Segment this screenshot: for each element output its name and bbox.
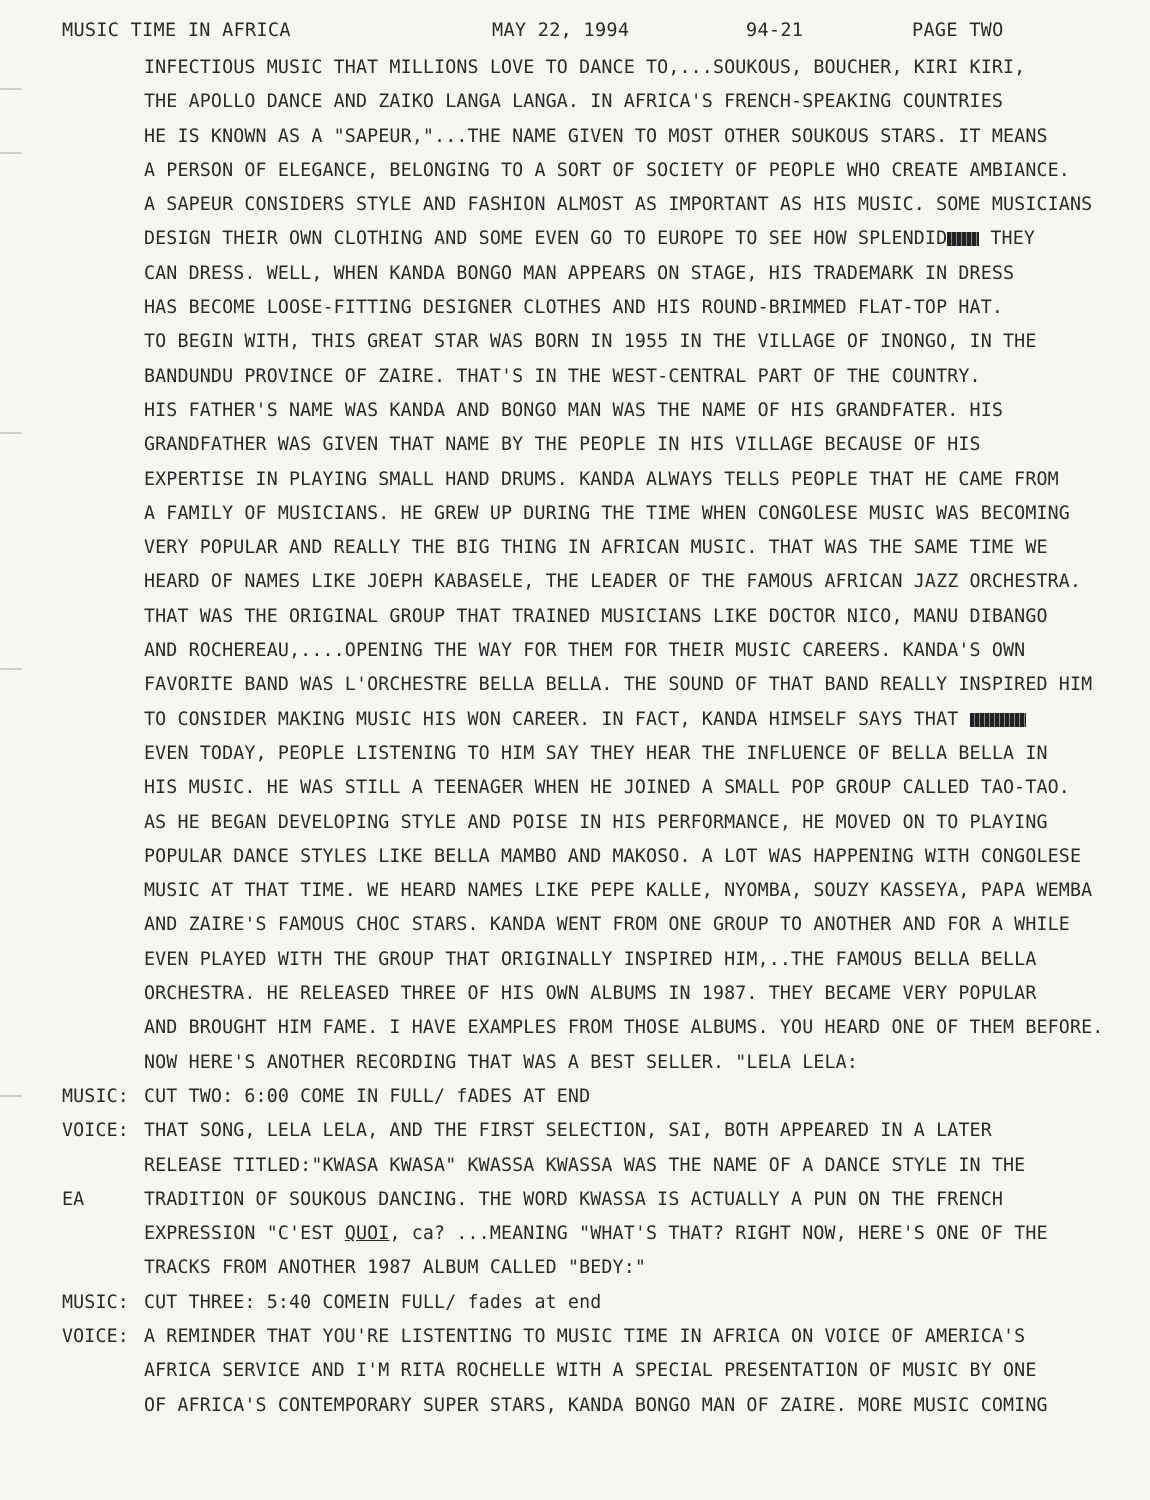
line-text [144,946,1037,974]
line-text [144,54,1025,82]
script-line [0,603,1150,637]
script-line [0,260,1150,294]
line-text [144,774,1070,802]
script-body [0,54,1150,1426]
line-text [144,1392,1048,1420]
line-text-main: A FAMILY OF MUSICIANS. HE GREW UP DURING THE TIME WHEN CONGOLESE MUSIC WAS BECOMING [144,502,1070,524]
line-text [144,1220,1048,1248]
script-line [0,1152,1150,1186]
line-text-main: NOW HERE'S ANOTHER RECORDING THAT WAS A BEST SELLER. "LELA LELA: [144,1051,858,1073]
line-text-main: ORCHESTRA. HE RELEASED THREE OF HIS OWN ALBUMS IN 1987. THEY BECAME VERY POPULAR [144,983,1037,1005]
line-text-main: VERY POPULAR AND REALLY THE BIG THING IN AFRICAN MUSIC. THAT WAS THE SAME TIME WE [144,537,1048,559]
line-text-main: A REMINDER THAT YOU'RE LISTENTING TO MUSIC TIME IN AFRICA ON VOICE OF AMERICA'S [144,1325,1026,1347]
line-text-main: CUT THREE: 5:40 COMEIN FULL/ fades at end [144,1291,602,1313]
line-text-main: FAVORITE BAND WAS L'ORCHESTRE BELLA BELLA. THE SOUND OF THAT BAND REALLY INSPIRED HIM [144,674,1093,696]
program-title: MUSIC TIME IN AFRICA [62,20,291,41]
line-text-main: AND BROUGHT HIM FAME. I HAVE EXAMPLES FROM THOSE ALBUMS. YOU HEARD ONE OF THEM BEFORE. [144,1017,1104,1039]
line-text-main: CUT TWO: 6:00 COME IN FULL/ fADES AT END [144,1085,591,1107]
script-line [0,843,1150,877]
script-line [0,466,1150,500]
strikeout-blot [947,232,979,246]
line-text-main: HIS FATHER'S NAME WAS KANDA AND BONGO MAN WAS THE NAME OF HIS GRANDFATER. HIS [144,399,1004,421]
line-text [144,157,1070,185]
line-text-main: AFRICA SERVICE AND I'M RITA ROCHELLE WITH A SPECIAL PRESENTATION OF MUSIC BY ONE [144,1360,1037,1382]
line-text [144,225,1035,253]
line-text [144,328,1037,356]
script-line [0,809,1150,843]
line-text [144,980,1037,1008]
script-line [0,225,1150,259]
script-line [0,946,1150,980]
script-line [0,1254,1150,1288]
line-text-main: A PERSON OF ELEGANCE, BELONGING TO A SORT OF SOCIETY OF PEOPLE WHO CREATE AMBIANCE. [144,159,1070,181]
line-text-after: , ca? ...MEANING "WHAT'S THAT? RIGHT NOW, HERE'S ONE OF THE [389,1223,1048,1245]
line-text [144,568,1081,596]
broadcast-date: MAY 22, 1994 [492,20,630,41]
line-text [144,534,1048,562]
line-text [144,671,1092,699]
line-text-main: TO CONSIDER MAKING MUSIC HIS WON CAREER. IN FACT, KANDA HIMSELF SAYS THAT [144,708,970,730]
line-text-main: HAS BECOME LOOSE-FITTING DESIGNER CLOTHES AND HIS ROUND-BRIMMED FLAT-TOP HAT. [144,297,1004,319]
cue-label: VOICE: [62,1325,129,1347]
line-text-main: HIS MUSIC. HE WAS STILL A TEENAGER WHEN HE JOINED A SMALL POP GROUP CALLED TAO-TAO. [144,777,1070,799]
line-text [144,123,1048,151]
cue-label: MUSIC: [62,1085,129,1107]
script-line [0,1220,1150,1254]
line-text-after: THEY [979,228,1036,250]
line-text [144,603,1048,631]
line-text-main: TRACKS FROM ANOTHER 1987 ALBUM CALLED "BEDY:" [144,1257,647,1279]
line-text-main: INFECTIOUS MUSIC THAT MILLIONS LOVE TO DANCE TO,...SOUKOUS, BOUCHER, KIRI KIRI, [144,57,1026,78]
script-line [0,1083,1150,1117]
script-line [0,1117,1150,1151]
script-line [0,740,1150,774]
line-text-main: AS HE BEGAN DEVELOPING STYLE AND POISE IN HIS PERFORMANCE, HE MOVED ON TO PLAYING [144,811,1048,833]
line-text-main: THE APOLLO DANCE AND ZAIKO LANGA LANGA. IN AFRICA'S FRENCH-SPEAKING COUNTRIES [144,91,1004,113]
line-text [144,1152,1025,1180]
page-number: PAGE TWO [912,20,1004,41]
line-text-main: EVEN TODAY, PEOPLE LISTENING TO HIM SAY THEY HEAR THE INFLUENCE OF BELLA BELLA IN [144,742,1048,764]
line-text [144,637,1025,665]
line-text-main: THAT WAS THE ORIGINAL GROUP THAT TRAINED MUSICIANS LIKE DOCTOR NICO, MANU DIBANGO [144,605,1048,627]
script-line [0,294,1150,328]
line-text [144,1014,1103,1042]
line-text [144,1117,992,1145]
line-text-main: BANDUNDU PROVINCE OF ZAIRE. THAT'S IN THE WEST-CENTRAL PART OF THE COUNTRY. [144,365,981,387]
strikeout-blot [970,713,1026,727]
line-text [144,294,1003,322]
script-line [0,1049,1150,1083]
cue-label: EA [62,1188,85,1210]
line-text-main: OF AFRICA'S CONTEMPORARY SUPER STARS, KANDA BONGO MAN OF ZAIRE. MORE MUSIC COMING [144,1394,1048,1416]
line-text-main: HE IS KNOWN AS A "SAPEUR,"...THE NAME GIVEN TO MOST OTHER SOUKOUS STARS. IT MEANS [144,125,1048,147]
line-text [144,877,1092,905]
line-text [144,843,1081,871]
script-line [0,774,1150,808]
line-text-main: CAN DRESS. WELL, WHEN KANDA BONGO MAN APPEARS ON STAGE, HIS TRADEMARK IN DRESS [144,262,1015,284]
script-line [0,500,1150,534]
line-text [144,88,1003,116]
script-line [0,706,1150,740]
line-text [144,397,1003,425]
line-text [144,809,1048,837]
script-line [0,534,1150,568]
script-line [0,1357,1150,1391]
script-line [0,157,1150,191]
line-text-main: A SAPEUR CONSIDERS STYLE AND FASHION ALMOST AS IMPORTANT AS HIS MUSIC. SOME MUSICIANS [144,194,1093,216]
script-line [0,123,1150,157]
script-line [0,54,1150,88]
line-text [144,260,1014,288]
script-line [0,1392,1150,1426]
line-text-main: AND ZAIRE'S FAMOUS CHOC STARS. KANDA WENT FROM ONE GROUP TO ANOTHER AND FOR A WHILE [144,914,1070,936]
underlined-word: QUOI [344,1223,390,1245]
script-line [0,88,1150,122]
script-line [0,980,1150,1014]
script-line [0,1014,1150,1048]
script-line [0,191,1150,225]
page-header [0,20,1150,46]
line-text-main: RELEASE TITLED:"KWASA KWASA" KWASSA KWASSA WAS THE NAME OF A DANCE STYLE IN THE [144,1154,1026,1176]
script-line [0,637,1150,671]
script-line [0,877,1150,911]
script-line [0,568,1150,602]
script-number: 94-21 [746,20,804,41]
line-text [144,1357,1037,1385]
line-text [144,466,1059,494]
script-line [0,397,1150,431]
line-text-main: DESIGN THEIR OWN CLOTHING AND SOME EVEN GO TO EUROPE TO SEE HOW SPLENDID [144,228,948,250]
script-line [0,1289,1150,1323]
line-text-main: TRADITION OF SOUKOUS DANCING. THE WORD KWASSA IS ACTUALLY A PUN ON THE FRENCH [144,1188,1004,1210]
line-text [144,911,1070,939]
line-text-main: THAT SONG, LELA LELA, AND THE FIRST SELECTION, SAI, BOTH APPEARED IN A LATER [144,1120,992,1142]
line-text-main: EXPERTISE IN PLAYING SMALL HAND DRUMS. KANDA ALWAYS TELLS PEOPLE THAT HE CAME FROM [144,468,1059,490]
line-text [144,191,1092,219]
cue-label: VOICE: [62,1120,129,1142]
cue-label: MUSIC: [62,1291,129,1313]
script-line [0,1323,1150,1357]
line-text [144,1323,1025,1351]
line-text-main: TO BEGIN WITH, THIS GREAT STAR WAS BORN IN 1955 IN THE VILLAGE OF INONGO, IN THE [144,331,1037,353]
script-line [0,431,1150,465]
line-text-main: GRANDFATHER WAS GIVEN THAT NAME BY THE PEOPLE IN HIS VILLAGE BECAUSE OF HIS [144,434,981,456]
line-text-main: MUSIC AT THAT TIME. WE HEARD NAMES LIKE PEPE KALLE, NYOMBA, SOUZY KASSEYA, PAPA WEMBA [144,880,1093,902]
script-line [0,671,1150,705]
line-text [144,740,1048,768]
line-text-main: EXPRESSION "C'EST [144,1223,345,1245]
line-text [144,500,1070,528]
line-text [144,706,1026,734]
script-line [0,911,1150,945]
script-line [0,1186,1150,1220]
line-text [144,1254,646,1282]
line-text [144,1289,601,1317]
line-text [144,1186,1003,1214]
line-text [144,363,981,391]
line-text-main: AND ROCHEREAU,....OPENING THE WAY FOR THEM FOR THEIR MUSIC CAREERS. KANDA'S OWN [144,640,1026,662]
line-text [144,1083,590,1111]
line-text [144,431,981,459]
line-text-main: POPULAR DANCE STYLES LIKE BELLA MAMBO AND MAKOSO. A LOT WAS HAPPENING WITH CONGOLESE [144,845,1082,867]
script-line [0,363,1150,397]
script-line [0,328,1150,362]
line-text-main: EVEN PLAYED WITH THE GROUP THAT ORIGINALLY INSPIRED HIM,..THE FAMOUS BELLA BELLA [144,948,1037,970]
line-text-main: HEARD OF NAMES LIKE JOEPH KABASELE, THE LEADER OF THE FAMOUS AFRICAN JAZZ ORCHESTRA. [144,571,1082,593]
line-text [144,1049,858,1077]
